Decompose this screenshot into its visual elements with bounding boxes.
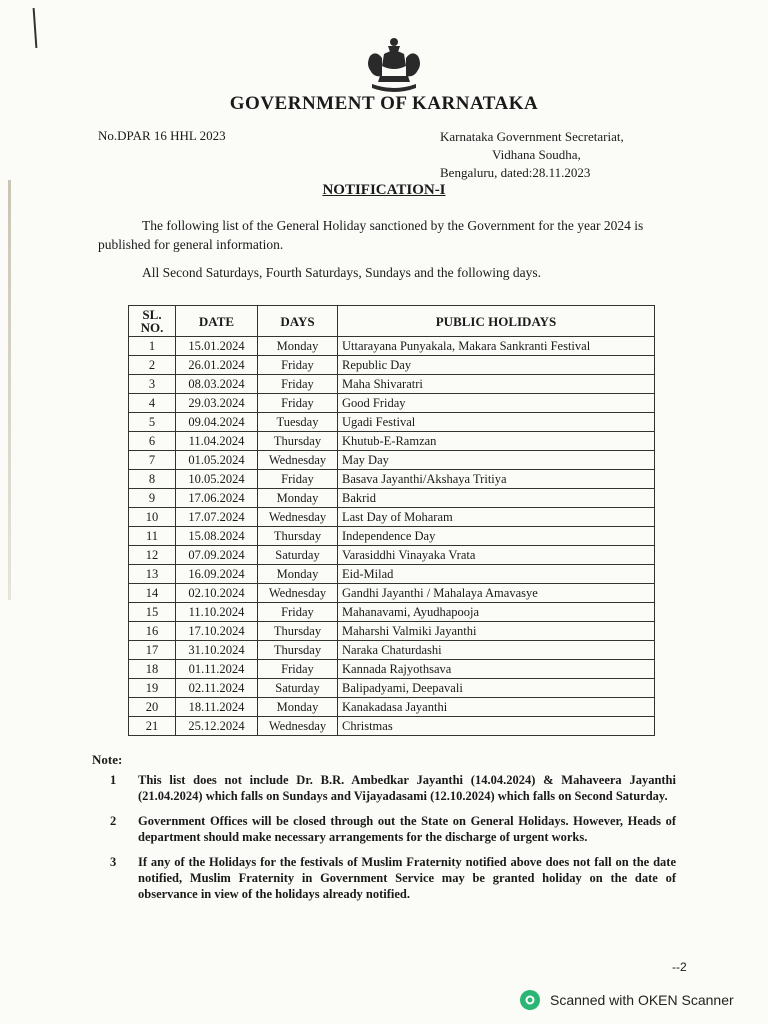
table-row — [129, 603, 655, 622]
cell-holiday: Gandhi Jayanthi / Mahalaya Amavasye — [338, 584, 655, 603]
cell-holiday: Basava Jayanthi/Akshaya Tritiya — [338, 470, 655, 489]
cell-day: Wednesday — [258, 717, 338, 736]
cell-holiday: Republic Day — [338, 356, 655, 375]
cell-date: 29.03.2024 — [176, 394, 258, 413]
table-row — [129, 432, 655, 451]
note-number: 2 — [110, 814, 117, 828]
cell-day: Friday — [258, 356, 338, 375]
cell-day: Friday — [258, 660, 338, 679]
page-continuation-mark: --2 — [672, 960, 687, 974]
cell-holiday: Last Day of Moharam — [338, 508, 655, 527]
cell-holiday: Eid-Milad — [338, 565, 655, 584]
address-block — [440, 128, 624, 182]
cell-holiday: Naraka Chaturdashi — [338, 641, 655, 660]
cell-day: Friday — [258, 603, 338, 622]
cell-sl-no: 16 — [129, 622, 176, 641]
scan-artifact-edge — [8, 180, 11, 600]
cell-holiday: Khutub-E-Ramzan — [338, 432, 655, 451]
cell-sl-no: 3 — [129, 375, 176, 394]
cell-sl-no: 7 — [129, 451, 176, 470]
cell-holiday: Ugadi Festival — [338, 413, 655, 432]
cell-holiday: Mahanavami, Ayudhapooja — [338, 603, 655, 622]
cell-holiday: Varasiddhi Vinayaka Vrata — [338, 546, 655, 565]
column-header-date: DATE — [176, 306, 258, 337]
table-row — [129, 622, 655, 641]
cell-holiday: Maharshi Valmiki Jayanthi — [338, 622, 655, 641]
cell-day: Friday — [258, 375, 338, 394]
cell-date: 07.09.2024 — [176, 546, 258, 565]
cell-holiday: Christmas — [338, 717, 655, 736]
column-header-days: DAYS — [258, 306, 338, 337]
notes-list — [110, 772, 676, 911]
page-title: GOVERNMENT OF KARNATAKA — [229, 93, 539, 114]
cell-holiday: Balipadyami, Deepavali — [338, 679, 655, 698]
cell-day: Wednesday — [258, 584, 338, 603]
table-row — [129, 337, 655, 356]
column-header-sl-no: SL. NO. — [129, 306, 176, 337]
table-row — [129, 698, 655, 717]
cell-date: 25.12.2024 — [176, 717, 258, 736]
note-text: Government Offices will be closed through out the State on General Holidays. However, Heads of department should make necessary arrangements for the discharge of urgent works. — [138, 814, 676, 844]
oken-scanner-logo-icon — [520, 990, 540, 1010]
cell-day: Saturday — [258, 546, 338, 565]
cell-day: Monday — [258, 337, 338, 356]
reference-number: No.DPAR 16 HHL 2023 — [98, 128, 226, 143]
cell-date: 11.04.2024 — [176, 432, 258, 451]
karnataka-emblem-icon — [362, 36, 426, 94]
cell-date: 26.01.2024 — [176, 356, 258, 375]
cell-day: Thursday — [258, 641, 338, 660]
cell-sl-no: 17 — [129, 641, 176, 660]
cell-sl-no: 18 — [129, 660, 176, 679]
cell-sl-no: 19 — [129, 679, 176, 698]
cell-date: 15.08.2024 — [176, 527, 258, 546]
table-row — [129, 565, 655, 584]
table-row — [129, 527, 655, 546]
table-row — [129, 356, 655, 375]
list-item — [110, 772, 676, 804]
address-line: Vidhana Soudha, — [492, 147, 581, 162]
cell-day: Monday — [258, 698, 338, 717]
cell-sl-no: 13 — [129, 565, 176, 584]
cell-day: Thursday — [258, 432, 338, 451]
cell-sl-no: 1 — [129, 337, 176, 356]
table-row — [129, 717, 655, 736]
note-text: If any of the Holidays for the festivals of Muslim Fraternity notified above does not fall on the date notified, Muslim Fraternity in Government Service may be granted holiday on the date of observance in view of the holidays already notified. — [138, 855, 676, 901]
table-row — [129, 546, 655, 565]
cell-holiday: Bakrid — [338, 489, 655, 508]
cell-holiday: Independence Day — [338, 527, 655, 546]
cell-date: 02.11.2024 — [176, 679, 258, 698]
cell-date: 01.11.2024 — [176, 660, 258, 679]
table-row — [129, 375, 655, 394]
cell-day: Friday — [258, 470, 338, 489]
cell-holiday: May Day — [338, 451, 655, 470]
table-row — [129, 584, 655, 603]
cell-sl-no: 9 — [129, 489, 176, 508]
cell-day: Wednesday — [258, 451, 338, 470]
cell-sl-no: 11 — [129, 527, 176, 546]
cell-sl-no: 10 — [129, 508, 176, 527]
cell-sl-no: 8 — [129, 470, 176, 489]
cell-holiday: Maha Shivaratri — [338, 375, 655, 394]
note-heading: Note: — [92, 752, 123, 767]
intro-paragraph-2: All Second Saturdays, Fourth Saturdays, Sundays and the following days. — [142, 265, 541, 280]
list-item — [110, 813, 676, 845]
table-row — [129, 394, 655, 413]
scanner-watermark — [520, 990, 734, 1010]
cell-sl-no: 14 — [129, 584, 176, 603]
cell-day: Tuesday — [258, 413, 338, 432]
holiday-table — [128, 305, 655, 736]
cell-date: 15.01.2024 — [176, 337, 258, 356]
table-row — [129, 641, 655, 660]
list-item — [110, 854, 676, 902]
note-number: 3 — [110, 855, 117, 869]
cell-sl-no: 4 — [129, 394, 176, 413]
cell-date: 01.05.2024 — [176, 451, 258, 470]
table-row — [129, 679, 655, 698]
cell-holiday: Good Friday — [338, 394, 655, 413]
cell-date: 31.10.2024 — [176, 641, 258, 660]
cell-holiday: Kannada Rajyothsava — [338, 660, 655, 679]
cell-date: 02.10.2024 — [176, 584, 258, 603]
cell-date: 17.07.2024 — [176, 508, 258, 527]
intro-paragraph: The following list of the General Holiday sanctioned by the Government for the year 2024 is published for general information. — [98, 218, 644, 252]
table-row — [129, 508, 655, 527]
table-row — [129, 660, 655, 679]
cell-sl-no: 20 — [129, 698, 176, 717]
note-text: This list does not include Dr. B.R. Ambedkar Jayanthi (14.04.2024) & Mahaveera Jayanthi (21.04.2024) which falls on Sundays and Vijayadasami (12.10.2024) which falls on Second Saturday. — [138, 773, 676, 803]
cell-day: Monday — [258, 565, 338, 584]
cell-day: Monday — [258, 489, 338, 508]
cell-sl-no: 5 — [129, 413, 176, 432]
table-row — [129, 470, 655, 489]
cell-day: Thursday — [258, 527, 338, 546]
cell-date: 17.06.2024 — [176, 489, 258, 508]
cell-day: Thursday — [258, 622, 338, 641]
cell-date: 09.04.2024 — [176, 413, 258, 432]
notification-title: NOTIFICATION-I — [322, 182, 446, 198]
cell-sl-no: 21 — [129, 717, 176, 736]
cell-date: 18.11.2024 — [176, 698, 258, 717]
cell-sl-no: 12 — [129, 546, 176, 565]
table-row — [129, 451, 655, 470]
column-header-public-holidays: PUBLIC HOLIDAYS — [338, 306, 655, 337]
scanner-text: Scanned with OKEN Scanner — [550, 992, 734, 1008]
cell-date: 10.05.2024 — [176, 470, 258, 489]
cell-holiday: Kanakadasa Jayanthi — [338, 698, 655, 717]
table-header-row — [129, 306, 655, 337]
cell-holiday: Uttarayana Punyakala, Makara Sankranti Festival — [338, 337, 655, 356]
table-row — [129, 413, 655, 432]
cell-day: Wednesday — [258, 508, 338, 527]
cell-day: Friday — [258, 394, 338, 413]
cell-day: Saturday — [258, 679, 338, 698]
note-number: 1 — [110, 773, 117, 787]
cell-sl-no: 2 — [129, 356, 176, 375]
cell-date: 16.09.2024 — [176, 565, 258, 584]
cell-date: 17.10.2024 — [176, 622, 258, 641]
scan-artifact-mark — [33, 8, 38, 48]
cell-sl-no: 15 — [129, 603, 176, 622]
cell-sl-no: 6 — [129, 432, 176, 451]
table-row — [129, 489, 655, 508]
cell-date: 11.10.2024 — [176, 603, 258, 622]
cell-date: 08.03.2024 — [176, 375, 258, 394]
address-line: Karnataka Government Secretariat, — [440, 129, 624, 144]
address-line: Bengaluru, dated:28.11.2023 — [440, 165, 591, 180]
